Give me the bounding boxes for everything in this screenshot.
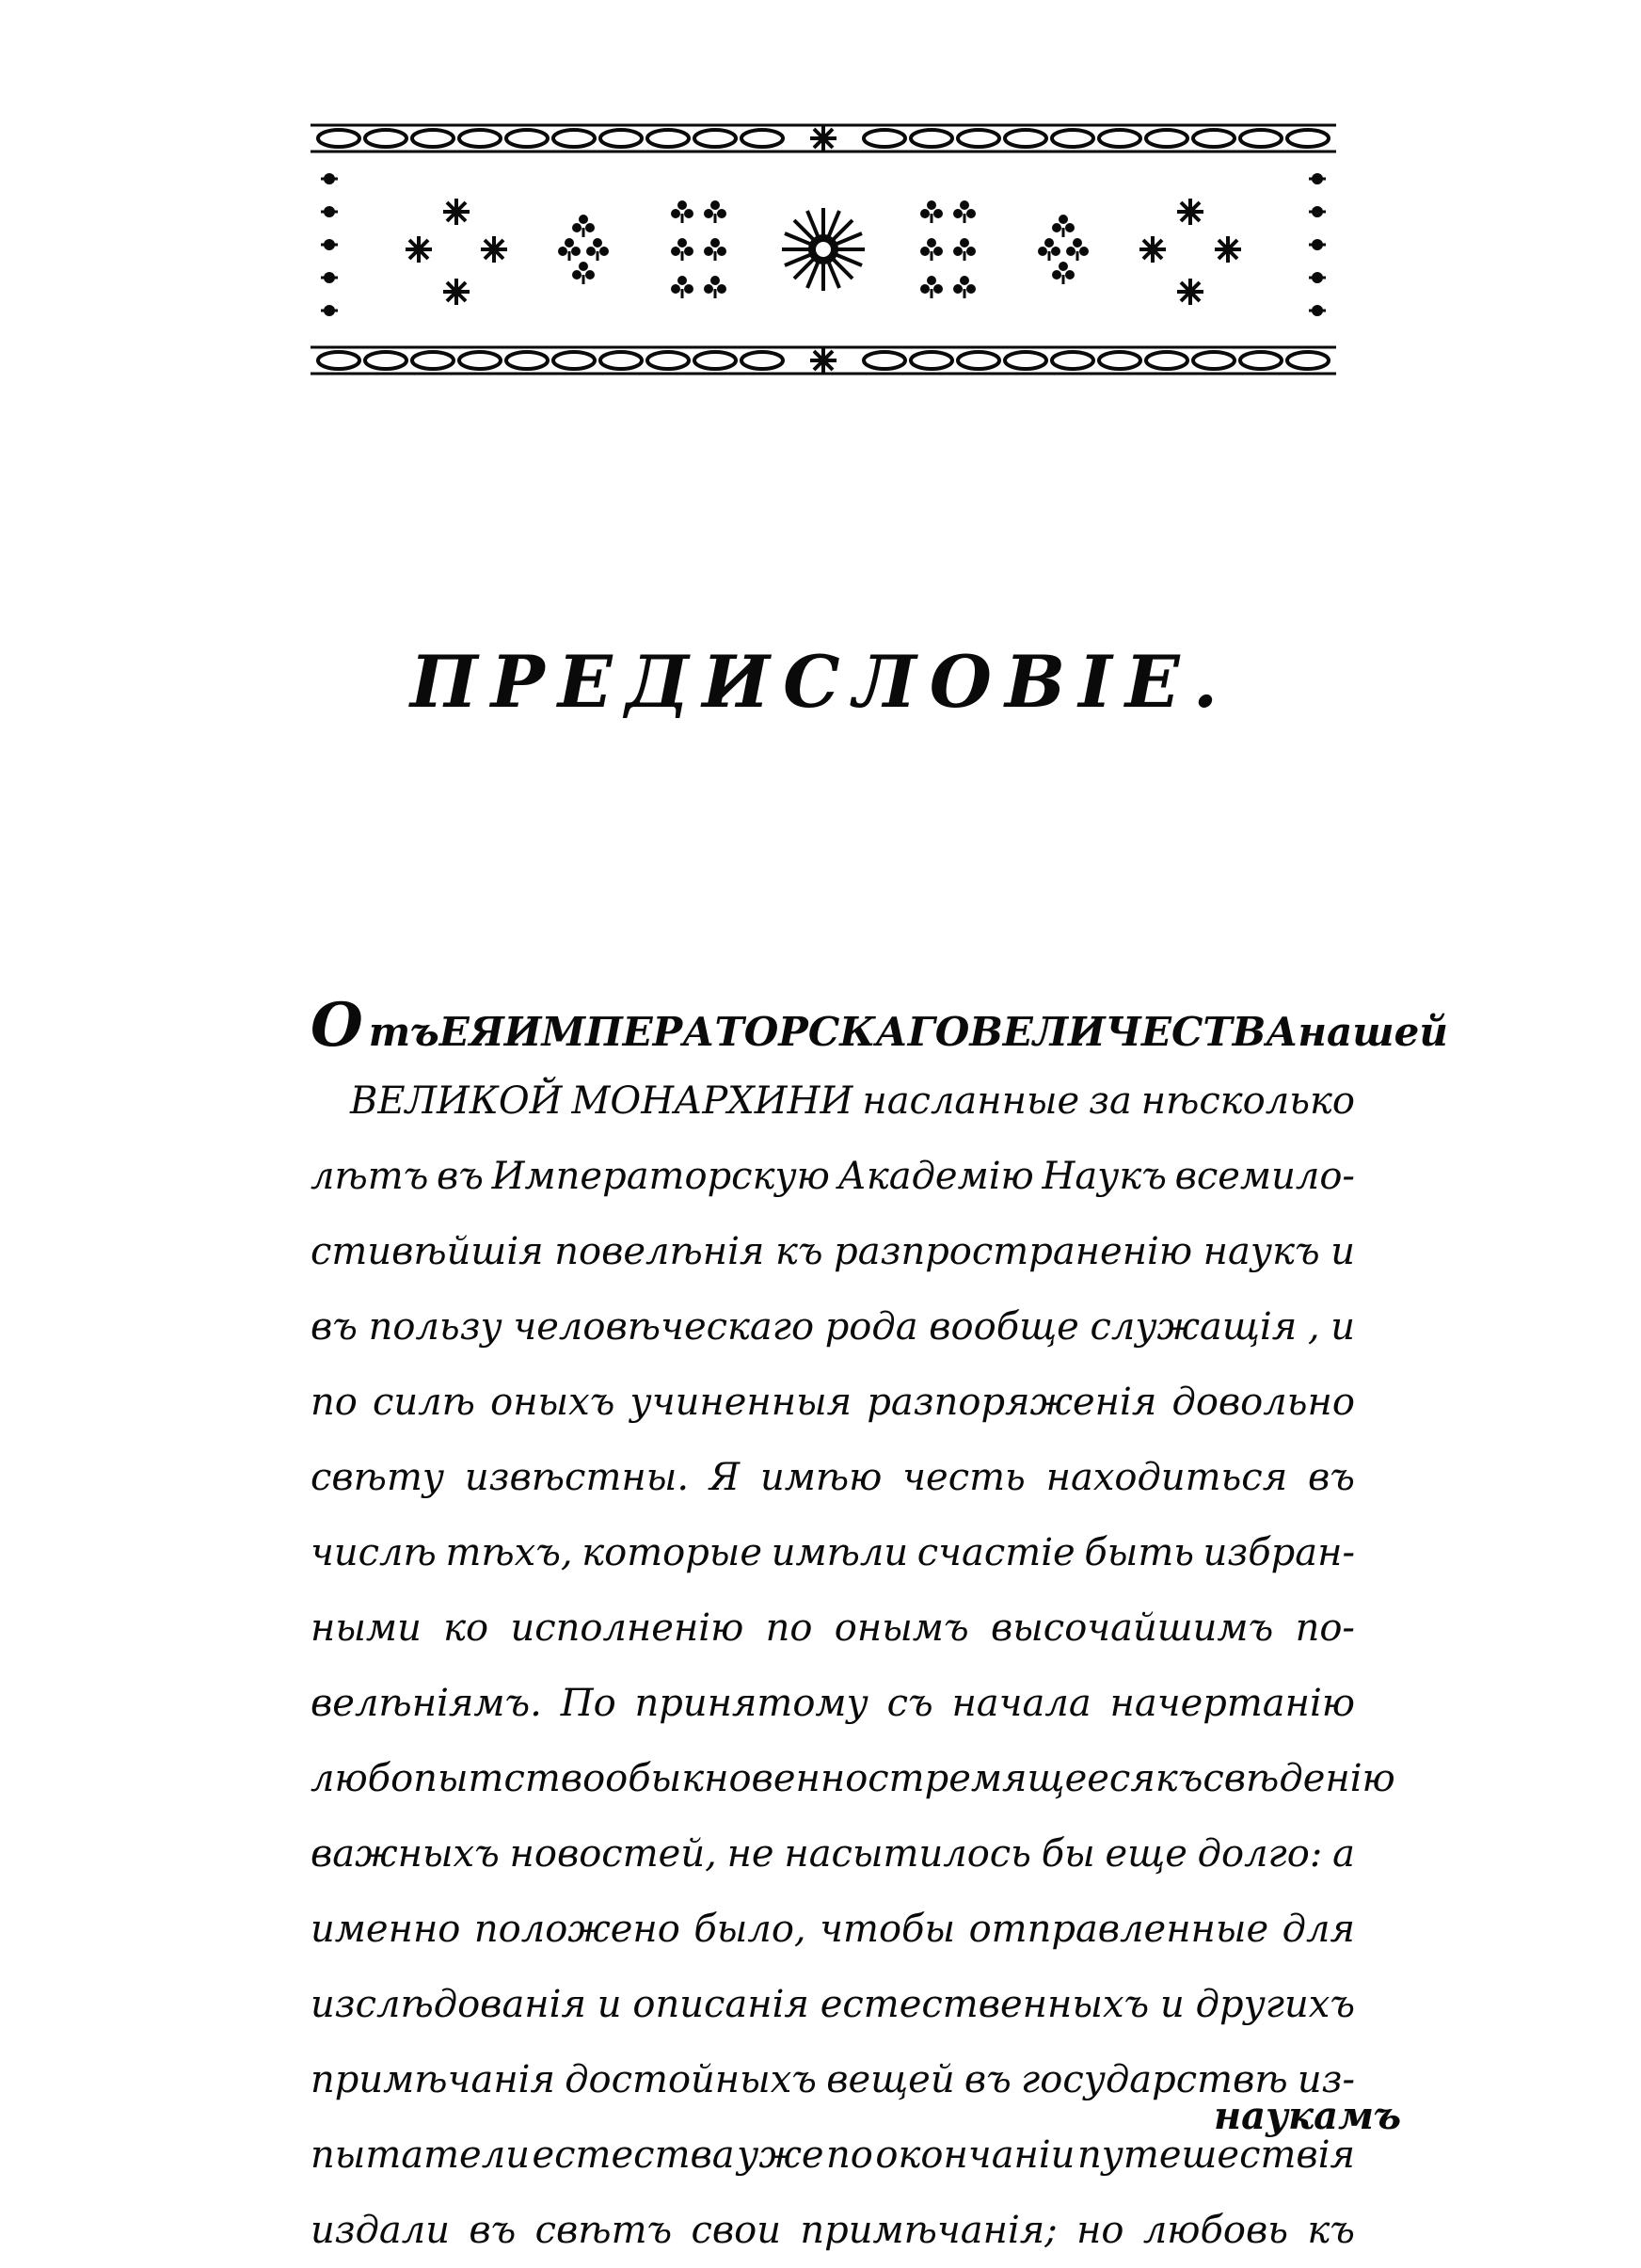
word: начала <box>951 1682 1091 1725</box>
word: свѣденію <box>1203 1757 1395 1800</box>
word: по <box>311 1381 358 1424</box>
word: вообще <box>929 1305 1079 1349</box>
word: путешествія <box>1076 2133 1355 2177</box>
word: счастіе <box>916 1531 1075 1574</box>
text-line <box>311 1590 1355 1666</box>
word: по- <box>1295 1606 1355 1650</box>
word: оныхъ <box>490 1381 615 1424</box>
word: онымъ <box>834 1606 969 1650</box>
word: силѣ <box>373 1381 475 1424</box>
word: свѣтъ <box>534 2209 673 2252</box>
word: другихъ <box>1195 1983 1355 2026</box>
word: насытилось <box>784 1832 1031 1876</box>
word: свѣту <box>311 1456 445 1499</box>
word: начертанію <box>1109 1682 1355 1725</box>
word: МОНАРХИНИ <box>571 1079 853 1123</box>
text-line <box>311 1967 1355 2042</box>
word: по <box>765 1606 813 1650</box>
word: повелѣнія <box>554 1230 765 1273</box>
ornamental-headpiece <box>311 118 1336 381</box>
word: По <box>560 1682 616 1725</box>
word: имѣли <box>771 1531 909 1574</box>
text-line <box>311 1741 1395 1816</box>
word: , <box>1307 1305 1320 1349</box>
word: разпоряженія <box>867 1381 1157 1424</box>
word: стремящееся <box>868 1757 1155 1800</box>
word: которые <box>582 1531 763 1574</box>
word: числѣ <box>311 1531 437 1574</box>
word: из- <box>1297 2058 1355 2101</box>
word: велѣніямъ. <box>311 1682 542 1725</box>
word: быть <box>1084 1531 1195 1574</box>
word: находиться <box>1045 1456 1288 1499</box>
word: тѣхъ, <box>445 1531 573 1574</box>
word: ЕЯ <box>438 1009 504 1055</box>
word: но <box>1076 2209 1124 2252</box>
text-line <box>311 2193 1355 2268</box>
word: за <box>1089 1079 1132 1123</box>
word: и <box>597 1983 622 2026</box>
word: избран- <box>1203 1531 1355 1574</box>
text-line <box>311 2042 1355 2117</box>
text-line <box>311 1816 1355 1892</box>
text-line <box>311 988 1448 1063</box>
word: извѣстны. <box>464 1456 690 1499</box>
text-line <box>311 2117 1355 2193</box>
word: изслѣдованія <box>311 1983 586 2026</box>
word: исполненію <box>510 1606 744 1650</box>
word: честь <box>902 1456 1026 1499</box>
word: ко <box>443 1606 489 1650</box>
word: Наукъ <box>1042 1155 1167 1198</box>
word: уже <box>737 2133 824 2177</box>
word: человѣческаго <box>513 1305 815 1349</box>
word: не <box>726 1832 774 1876</box>
word: еще <box>1105 1832 1187 1876</box>
word: Я <box>709 1456 741 1499</box>
word: имѣю <box>759 1456 883 1499</box>
word: примѣчанія <box>311 2058 555 2101</box>
word: лѣтъ <box>311 1155 429 1198</box>
word: къ <box>775 1230 823 1273</box>
word: въ <box>437 1155 484 1198</box>
word: важныхъ <box>311 1832 500 1876</box>
word: Императорскую <box>491 1155 830 1198</box>
word: высочайшимъ <box>990 1606 1274 1650</box>
text-line <box>311 1139 1355 1214</box>
word: къ <box>1155 1757 1203 1800</box>
word: ными <box>311 1606 422 1650</box>
word: естественныхъ <box>820 1983 1150 2026</box>
word: стивѣйшія <box>311 1230 544 1273</box>
word: новостей, <box>509 1832 717 1876</box>
word: наукъ <box>1203 1230 1320 1273</box>
word: вещей <box>826 2058 955 2101</box>
word: и <box>1330 1230 1355 1273</box>
text-line <box>311 1666 1355 1741</box>
word: чтобы <box>820 1908 956 1951</box>
text-line <box>311 1289 1355 1365</box>
word: окончаніи <box>875 2133 1075 2177</box>
text-line <box>311 1063 1355 1139</box>
text-line <box>311 1515 1355 1590</box>
word: описанія <box>632 1983 809 2026</box>
word: насланные <box>862 1079 1080 1123</box>
word: бы <box>1041 1832 1095 1876</box>
word: по <box>826 2133 873 2177</box>
text-line <box>311 1440 1355 1515</box>
preface-body <box>311 988 1448 2268</box>
word: ВЕЛИЧЕСТВА <box>969 1009 1298 1055</box>
word: пользу <box>368 1305 502 1349</box>
word: свои <box>691 2209 782 2252</box>
text-line <box>311 1214 1355 1289</box>
word: отправленные <box>968 1908 1269 1951</box>
word: и <box>1330 1305 1355 1349</box>
word: довольно <box>1171 1381 1355 1424</box>
text-line <box>311 1892 1355 1967</box>
word: пытатели <box>311 2133 530 2177</box>
word: и <box>1160 1983 1185 2026</box>
word: нѣсколько <box>1140 1079 1355 1123</box>
word: съ <box>886 1682 933 1725</box>
word: примѣчанія; <box>800 2209 1058 2252</box>
word: достойныхъ <box>565 2058 817 2101</box>
word: любовь <box>1142 2209 1289 2252</box>
word: всемило- <box>1174 1155 1355 1198</box>
word: служащія <box>1090 1305 1298 1349</box>
drop-cap-word: Отъ <box>311 990 439 1061</box>
word: издали <box>311 2209 451 2252</box>
word: ИМПЕРАТОРСКАГО <box>503 1009 970 1055</box>
word: именно <box>311 1908 461 1951</box>
word: въ <box>964 2058 1012 2101</box>
word: въ <box>1307 1456 1355 1499</box>
word: естества <box>532 2133 735 2177</box>
word: ВЕЛИКОЙ <box>350 1079 563 1123</box>
word: а <box>1332 1832 1355 1876</box>
headpiece-ornament-icon <box>311 118 1336 381</box>
word: учиненныя <box>629 1381 852 1424</box>
word: обыкновенно <box>605 1757 868 1800</box>
page-title: ПРЕДИСЛОВІЕ. <box>409 640 1232 724</box>
word: Академію <box>837 1155 1034 1198</box>
word: для <box>1282 1908 1355 1951</box>
word: рода <box>824 1305 918 1349</box>
word: положено <box>473 1908 680 1951</box>
text-line <box>311 1365 1355 1440</box>
word: разпространенію <box>834 1230 1193 1273</box>
word: къ <box>1307 2209 1355 2252</box>
word: государствѣ <box>1021 2058 1288 2101</box>
word: было, <box>693 1908 806 1951</box>
catchword: наукамъ <box>1214 2094 1402 2138</box>
word: принятому <box>634 1682 868 1725</box>
word: въ <box>469 2209 517 2252</box>
word: въ <box>311 1305 358 1349</box>
word: нашей <box>1298 1009 1448 1055</box>
word: долго: <box>1197 1832 1323 1876</box>
word: любопытство <box>311 1757 606 1800</box>
